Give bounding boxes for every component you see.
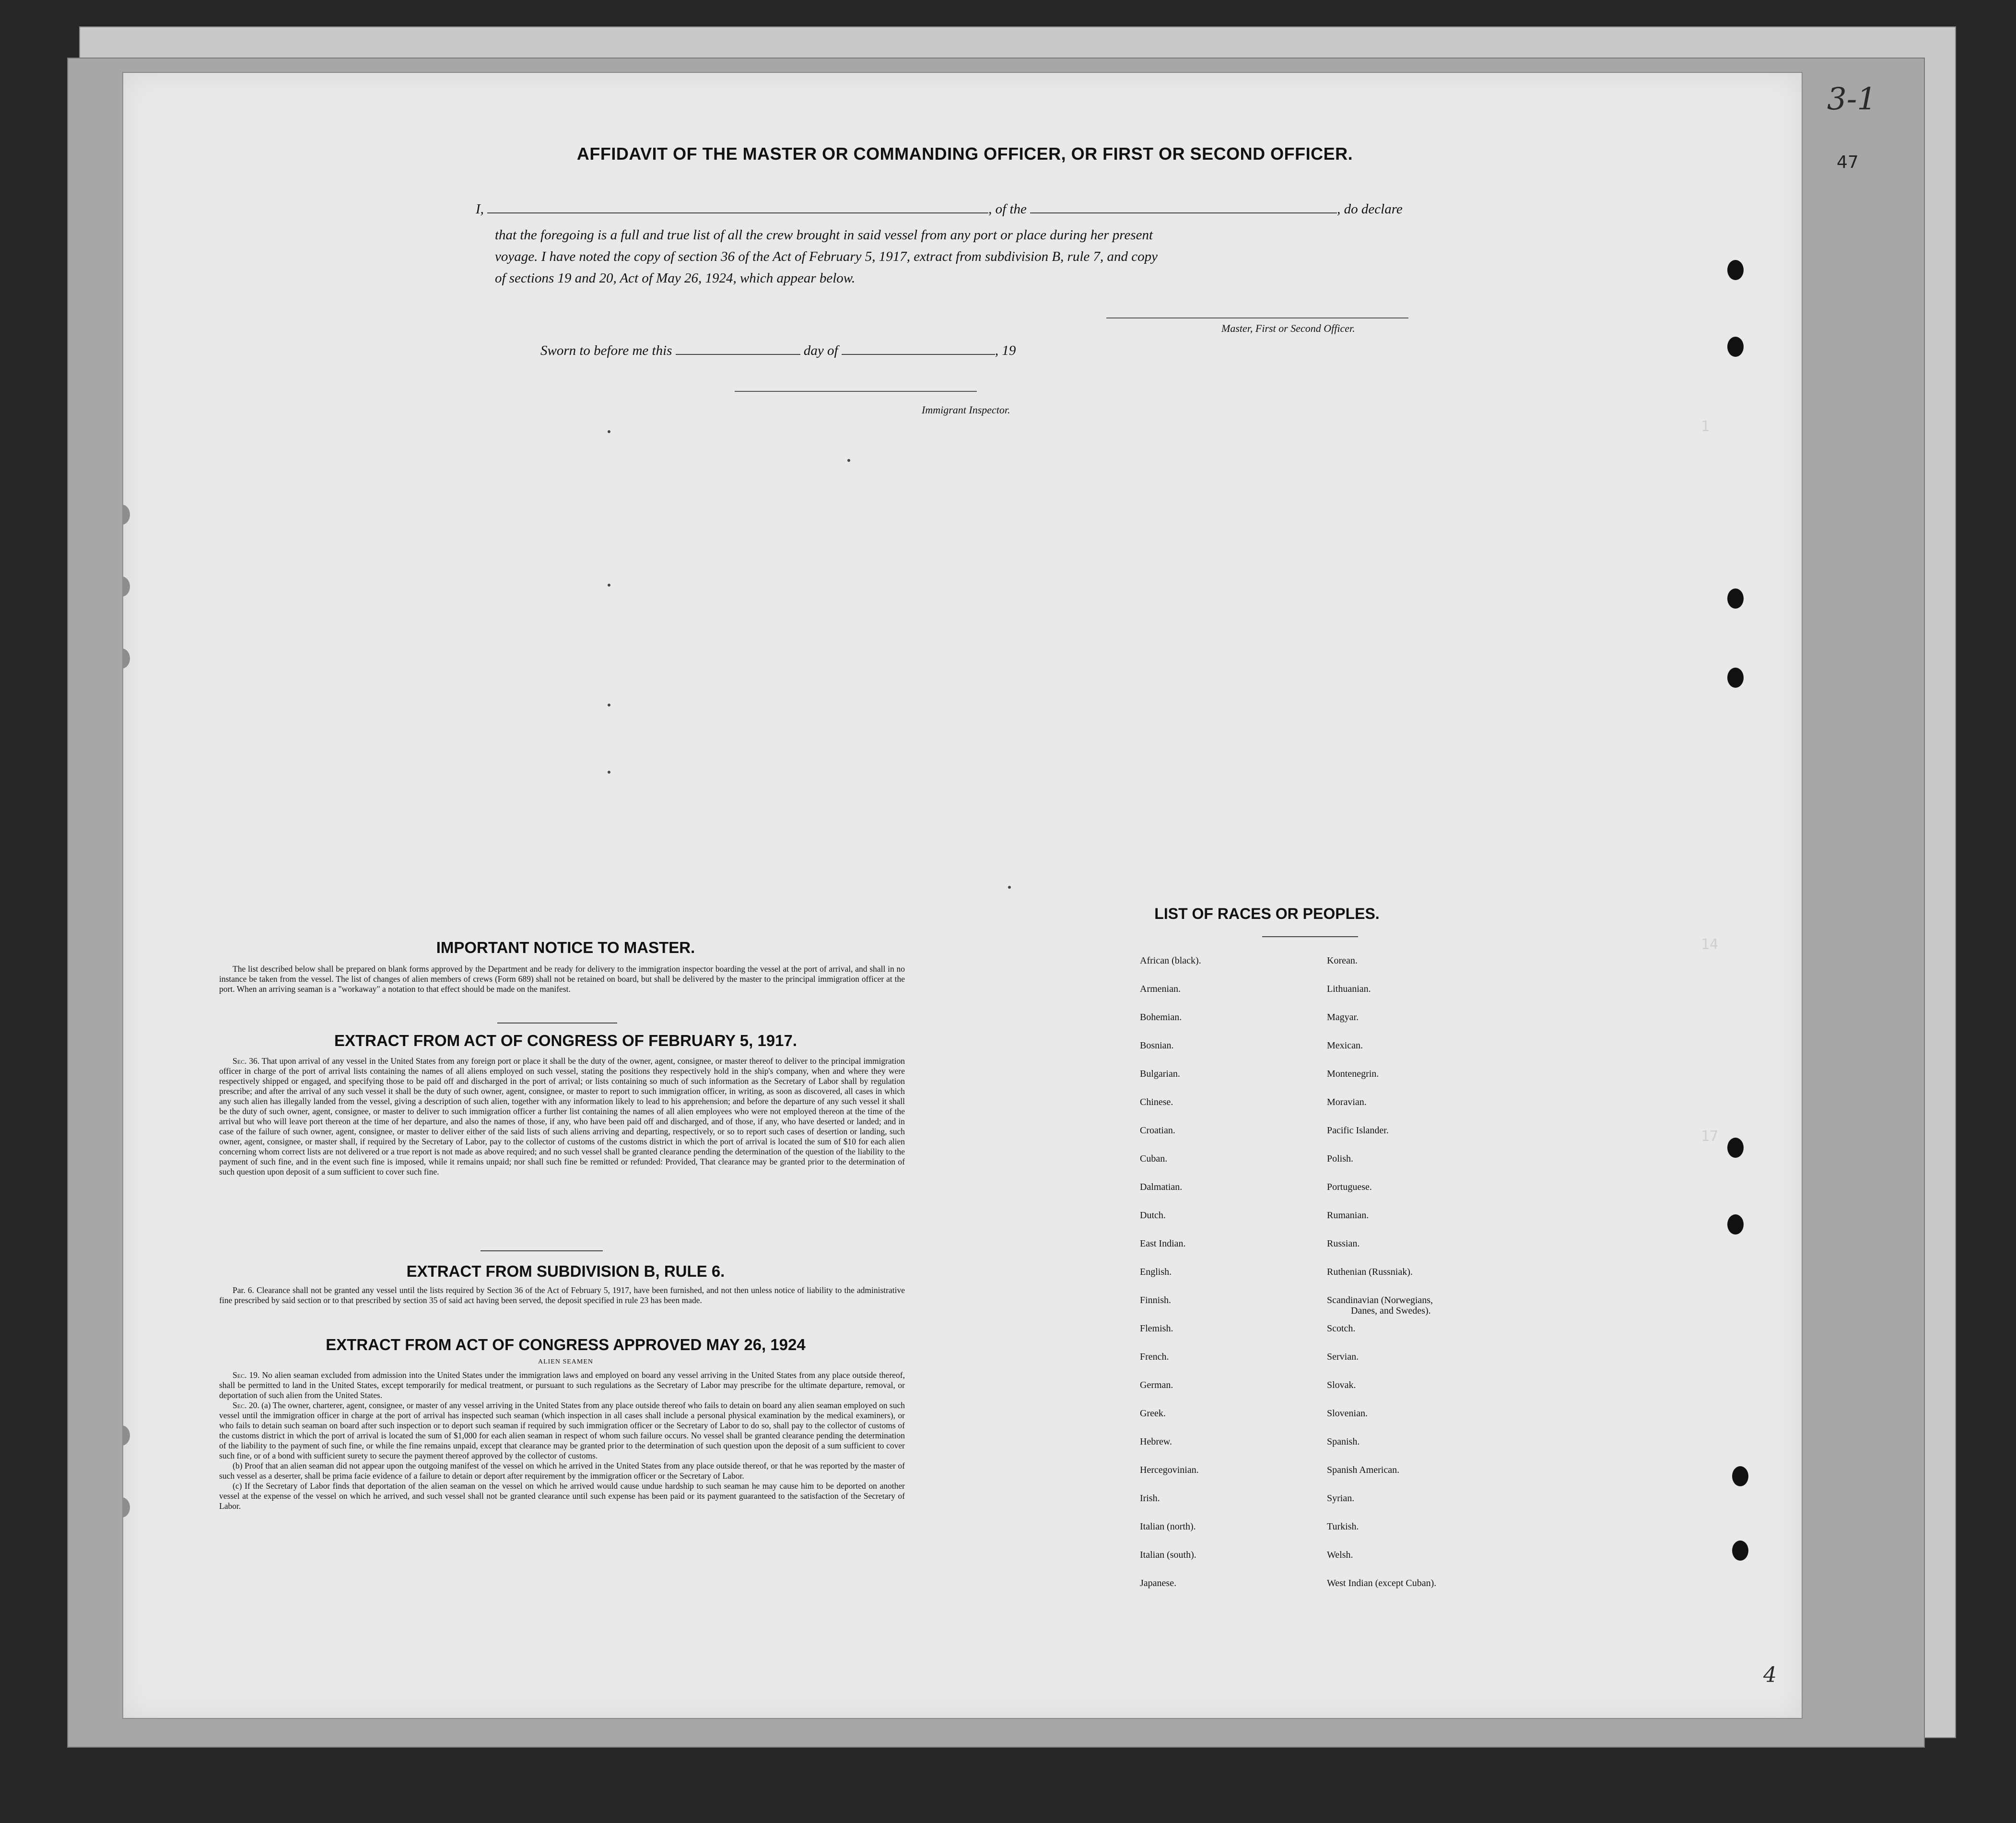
par-6-text: Clearance shall not be granted any vessel until the lists required by Section 36 of the Act of February 5, 1917, have been furnished, and not then unless notice of liability to the administrative fine prescribed by said section or to that prescribed by section 35 of said act having been served, the deposit specified in rule 23 has been made.: [219, 1285, 905, 1305]
race-item: Magyar.: [1327, 1012, 1359, 1023]
race-item: Russian.: [1327, 1238, 1360, 1249]
section-divider: [481, 1250, 603, 1251]
race-item: Slovak.: [1327, 1380, 1356, 1390]
race-item: Finnish.: [1140, 1295, 1172, 1306]
race-item: Rumanian.: [1327, 1210, 1369, 1221]
inspector-signature-label: Immigrant Inspector.: [922, 404, 1010, 416]
stray-mark: [608, 430, 610, 433]
ghost-margin-mark: 17: [1701, 1128, 1719, 1145]
race-item: Hebrew.: [1140, 1436, 1172, 1447]
ghost-margin-mark: 14: [1701, 936, 1719, 953]
sec-20c-text: (c) If the Secretary of Labor finds that deportation of the alien seaman on the vessel on which he arrived would cause undue hardship to such seaman he may cause him to be deported on another vessel at the expense of the vessel on which he arrived, and such vessel shall not be granted clearance until such expense has been paid or its payment guaranteed to the satisfaction of the Secretary of Labor.: [219, 1481, 905, 1511]
extract-1924-body: [219, 1370, 905, 1511]
race-item: Italian (north).: [1140, 1521, 1196, 1532]
race-item: English.: [1140, 1267, 1172, 1277]
binder-hole-icon: [1727, 260, 1744, 280]
binder-hole-icon: [122, 576, 130, 597]
race-item: Chinese.: [1140, 1097, 1173, 1107]
race-item: African (black).: [1140, 955, 1201, 966]
binder-hole-icon: [1727, 588, 1744, 609]
race-item: Mexican.: [1327, 1040, 1363, 1051]
stray-mark: [608, 704, 610, 706]
affidavit-para-line-1: that the foregoing is a full and true list of all the crew brought in said vessel from any port or place during her present: [495, 227, 1153, 243]
race-item: Bulgarian.: [1140, 1069, 1180, 1079]
affidavit-declaration-line: [476, 201, 1403, 217]
alien-seamen-subtitle: ALIEN SEAMEN: [538, 1358, 594, 1365]
race-item: Flemish.: [1140, 1323, 1173, 1334]
race-item: Ruthenian (Russniak).: [1327, 1267, 1413, 1277]
sec-19-text: No alien seaman excluded from admission into the United States under the immigration laws and employed on board any vessel arriving in the United States from any place outside thereof, shall be permitted to land in the United States, except temporarily for medical treatment, or pursuant to such regulations as the Secretary of Labor may prescribe for the ultimate departure, removal, or deportation of such alien from the United States.: [219, 1370, 905, 1400]
binder-hole-icon: [1727, 668, 1744, 688]
race-item: Korean.: [1327, 955, 1358, 966]
race-item: Japanese.: [1140, 1578, 1177, 1588]
extract-rule6-body: [219, 1285, 905, 1306]
sec-19-label: Sec. 19.: [233, 1370, 260, 1380]
race-item: Lithuanian.: [1327, 984, 1371, 994]
race-item: Armenian.: [1140, 984, 1181, 994]
stray-mark: [608, 584, 610, 587]
sworn-year-prefix: , 19: [995, 343, 1016, 358]
race-item: Bosnian.: [1140, 1040, 1174, 1051]
race-item: Slovenian.: [1327, 1408, 1368, 1419]
race-item: Spanish.: [1327, 1436, 1360, 1447]
affidavit-para-line-3: of sections 19 and 20, Act of May 26, 1924, which appear below.: [495, 271, 856, 286]
race-item: Italian (south).: [1140, 1550, 1196, 1560]
binder-hole-icon: [122, 505, 130, 525]
race-item: Polish.: [1327, 1153, 1354, 1164]
races-title: LIST OF RACES OR PEOPLES.: [1154, 905, 1380, 922]
race-item: Dutch.: [1140, 1210, 1166, 1221]
race-item: Scandinavian (Norwegians,: [1327, 1295, 1433, 1306]
vessel-blank[interactable]: [1030, 202, 1337, 213]
binder-hole-icon: [122, 1497, 130, 1517]
race-item: Pacific Islander.: [1327, 1125, 1389, 1136]
extract-1924-title: EXTRACT FROM ACT OF CONGRESS APPROVED MAY 26, 1924: [326, 1336, 806, 1353]
notice-title: IMPORTANT NOTICE TO MASTER.: [436, 939, 695, 956]
sec-20-label: Sec. 20.: [233, 1400, 259, 1410]
race-item: Welsh.: [1327, 1550, 1353, 1560]
binder-hole-icon: [122, 648, 130, 669]
stray-mark: [847, 459, 850, 462]
sworn-day-blank[interactable]: [676, 343, 800, 355]
race-item: Portuguese.: [1327, 1182, 1372, 1192]
notice-body: [219, 964, 905, 994]
extract-rule6-title: EXTRACT FROM SUBDIVISION B, RULE 6.: [406, 1262, 725, 1280]
sec-20b-text: (b) Proof that an alien seaman did not appear upon the outgoing manifest of the vessel on which he arrived in the United States from any place outside thereof, or that he was reported by the master of such vessel as a deserter, shall be prima facie evidence of a failure to detain or deport after requirement by the immigration officer or the Secretary of Labor.: [219, 1461, 905, 1481]
race-item: Scotch.: [1327, 1323, 1356, 1334]
notice-text: The list described below shall be prepared on blank forms approved by the Department and be ready for delivery to the immigration inspector boarding the vessel at the port of arrival, and shall in no instance be taken from the vessel. The list of changes of alien members of crews (Form 689) shall not be retained on board, but shall be delivered by the master to the principal immigration officer at the port. When an arriving seaman is a "workaway" a notation to that effect should be made on the manifest.: [219, 964, 905, 994]
sec-20a-text: (a) The owner, charterer, agent, consignee, or master of any vessel arriving in the United States from any place outside thereof who fails to detain on board any alien seaman employed on such vessel until the immigration officer in charge at the port of arrival has inspected such seaman (which inspection in all cases shall include a personal physical examination by the medical examiners), or who fails to detain such seaman on board after such inspection or to deport such seaman if required by such immigration officer or the Secretary of Labor to do so, shall pay to the collector of customs of the customs district in which the port of arrival is located the sum of $1,000 for each alien seaman in respect of whom such failure occurs. No vessel shall be granted clearance pending the determination of the liability to the payment of such fine, or while the fine remains unpaid, except that clearance may be granted prior to the determination of such question upon the deposit of a sum sufficient to cover such fine, or of a bond with sufficient surety to secure the payment thereof approved by the collector of customs.: [219, 1400, 905, 1460]
sworn-day-of: day of: [803, 343, 838, 358]
affidavit-do-declare: , do declare: [1337, 201, 1403, 217]
race-item: Irish.: [1140, 1493, 1160, 1504]
race-item: Bohemian.: [1140, 1012, 1182, 1023]
races-right-column: [1327, 955, 1436, 1606]
affidavit-i-label: I,: [476, 201, 484, 217]
race-item: Moravian.: [1327, 1097, 1367, 1107]
race-item: East Indian.: [1140, 1238, 1186, 1249]
binder-hole-icon: [1732, 1466, 1748, 1486]
sworn-prefix: Sworn to before me this: [540, 343, 672, 358]
race-item: Montenegrin.: [1327, 1069, 1379, 1079]
affidavit-para-line-2: voyage. I have noted the copy of section 36 of the Act of February 5, 1917, extract from subdivision B, rule 7, and copy: [495, 249, 1158, 264]
sec-36-text: That upon arrival of any vessel in the United States from any foreign port or place it shall be the duty of the owner, agent, consignee, or master thereof to deliver to the principal immigration officer in charge of the port of arrival lists containing the names of all aliens employed on such vessel, stating the positions they respectively hold in the ship's company, when and where they were respectively shipped or engaged, and specifying those to be paid off and discharged in the port of arrival; or lists containing so much of such information as the Secretary of Labor shall by regulation prescribe; and after the arrival of any such vessel it shall be the duty of such owner, agent, consignee, or master to report to such immigration officer, in writing, as soon as discovered, all cases in which any such alien has illegally landed from the vessel, giving a description of such alien, together with any information likely to lead to his apprehension; and before the departure of any such vessel it shall be the duty of such owner, agent, consignee, or master to deliver to such immigration officer a further list containing the names of all alien employees who were not employed thereon at the time of the arrival but who will leave port thereon at the time of her departure, and also the names of those, if any, who have been paid off and discharged, and of those, if any, who have deserted or landed; and in case of the failure of such owner, agent, consignee, or master to deliver either of the said lists of such aliens arriving and departing, respectively, or so to report such cases of desertion or landing, such owner, agent, consignee, or master shall, if required by the Secretary of Labor, pay to the collector of customs of the customs district in which the port of arrival is located the sum of $10 for each alien concerning whom correct lists are not delivered or a true report is not made as above required; and no such vessel shall be granted clearance pending the determination of the question of the liability to the payment of such fine, and in the event such fine is imposed, while it remains unpaid; nor shall such fine be remitted or refunded: Provided, That clearance may be granted prior to the determination of such question upon deposit of a sum sufficient to cover such fine.: [219, 1056, 905, 1176]
race-item: Dalmatian.: [1140, 1182, 1183, 1192]
race-item: Cuban.: [1140, 1153, 1168, 1164]
race-item: Croatian.: [1140, 1125, 1175, 1136]
affidavit-of-the: , of the: [988, 201, 1027, 217]
binder-hole-icon: [1727, 1138, 1744, 1158]
extract-1917-body: [219, 1056, 905, 1177]
extract-1917-title: EXTRACT FROM ACT OF CONGRESS OF FEBRUARY 5, 1917.: [334, 1032, 797, 1049]
binder-hole-icon: [1727, 337, 1744, 357]
race-item: Syrian.: [1327, 1493, 1355, 1504]
race-item: Greek.: [1140, 1408, 1166, 1419]
binder-hole-icon: [1732, 1541, 1748, 1561]
race-item: French.: [1140, 1352, 1169, 1362]
name-blank[interactable]: [487, 202, 988, 213]
master-signature-label: Master, First or Second Officer.: [1221, 322, 1355, 334]
inspector-signature-line[interactable]: [735, 391, 977, 392]
race-item: Hercegovinian.: [1140, 1465, 1199, 1475]
sworn-line: [540, 343, 1016, 359]
race-item: Turkish.: [1327, 1521, 1359, 1532]
page-number: 47: [1837, 153, 1859, 172]
stray-mark: [608, 771, 610, 774]
sworn-month-blank[interactable]: [842, 343, 995, 355]
ghost-margin-mark: 1: [1701, 418, 1710, 435]
race-item: German.: [1140, 1380, 1173, 1390]
race-item: West Indian (except Cuban).: [1327, 1578, 1437, 1588]
race-item: Spanish American.: [1327, 1465, 1400, 1475]
document-page: [122, 72, 1803, 1719]
races-title-rule: [1262, 936, 1358, 937]
handwritten-note-bottom: 4: [1763, 1663, 1777, 1687]
affidavit-title: AFFIDAVIT OF THE MASTER OR COMMANDING OFFICER, OR FIRST OR SECOND OFFICER.: [576, 144, 1353, 164]
race-item-continued: Danes, and Swedes).: [1351, 1306, 1431, 1316]
binder-hole-icon: [1727, 1214, 1744, 1235]
handwritten-note-top-right: 3-1: [1827, 82, 1877, 117]
binder-hole-icon: [122, 1425, 130, 1446]
sec-36-label: Sec. 36.: [233, 1056, 260, 1066]
par-6-label: Par. 6.: [233, 1285, 254, 1295]
stray-mark: [1008, 886, 1011, 889]
races-left-column: [1140, 955, 1201, 1606]
race-item: Servian.: [1327, 1352, 1359, 1362]
